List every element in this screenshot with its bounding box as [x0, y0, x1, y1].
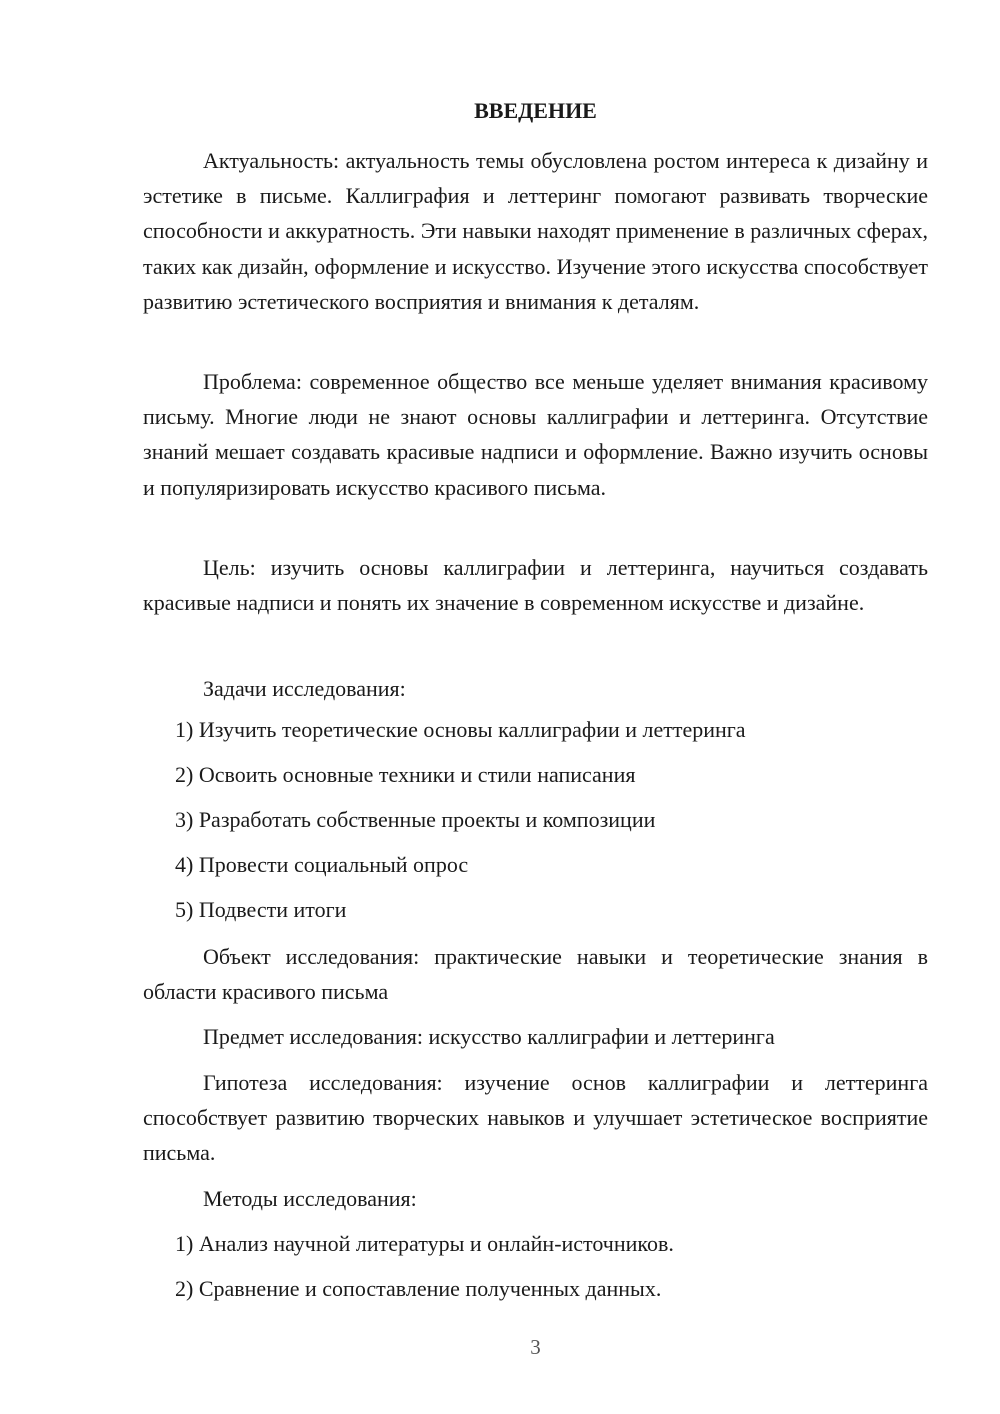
task-item-2: 2) Освоить основные техники и стили написания — [175, 762, 636, 787]
method-item-2: 2) Сравнение и сопоставление полученных данных. — [175, 1276, 662, 1301]
task-item-5: 5) Подвести итоги — [175, 897, 347, 922]
method-item-1: 1) Анализ научной литературы и онлайн-источников. — [175, 1231, 674, 1256]
document-page — [143, 0, 928, 1414]
relevance-paragraph: Актуальность: актуальность темы обусловлена ростом интереса к дизайну и эстетике в письме. Каллиграфия и леттеринг помогают развивать творческие способности и аккуратность. Эти навыки находят применение в различных сферах, таких как дизайн, оформление и искусство. Изучение этого искусства способствует развитию эстетического восприятия и внимания к деталям. — [143, 148, 928, 314]
hypothesis-paragraph: Гипотеза исследования: изучение основ каллиграфии и леттеринга способствует развитию творческих навыков и улучшает эстетическое восприятие письма. — [143, 1070, 928, 1166]
task-item-3: 3) Разработать собственные проекты и композиции — [175, 807, 656, 832]
subject-paragraph: Предмет исследования: искусство каллиграфии и леттеринга — [203, 1024, 775, 1049]
tasks-heading: Задачи исследования: — [203, 676, 406, 701]
page-number: 3 — [530, 1335, 541, 1359]
page-title: ВВЕДЕНИЕ — [474, 98, 597, 123]
task-item-1: 1) Изучить теоретические основы каллиграфии и леттеринга — [175, 717, 746, 742]
goal-paragraph: Цель: изучить основы каллиграфии и леттеринга, научиться создавать красивые надписи и понять их значение в современном искусстве и дизайне. — [143, 555, 928, 616]
object-paragraph: Объект исследования: практические навыки и теоретические знания в области красивого письма — [143, 944, 928, 1005]
methods-heading: Методы исследования: — [203, 1186, 417, 1211]
task-item-4: 4) Провести социальный опрос — [175, 852, 469, 877]
problem-paragraph: Проблема: современное общество все меньше уделяет внимания красивому письму. Многие люди не знают основы каллиграфии и леттеринга. Отсутствие знаний мешает создавать красивые надписи и оформление. Важно изучить основы и популяризировать искусство красивого письма. — [143, 369, 928, 500]
